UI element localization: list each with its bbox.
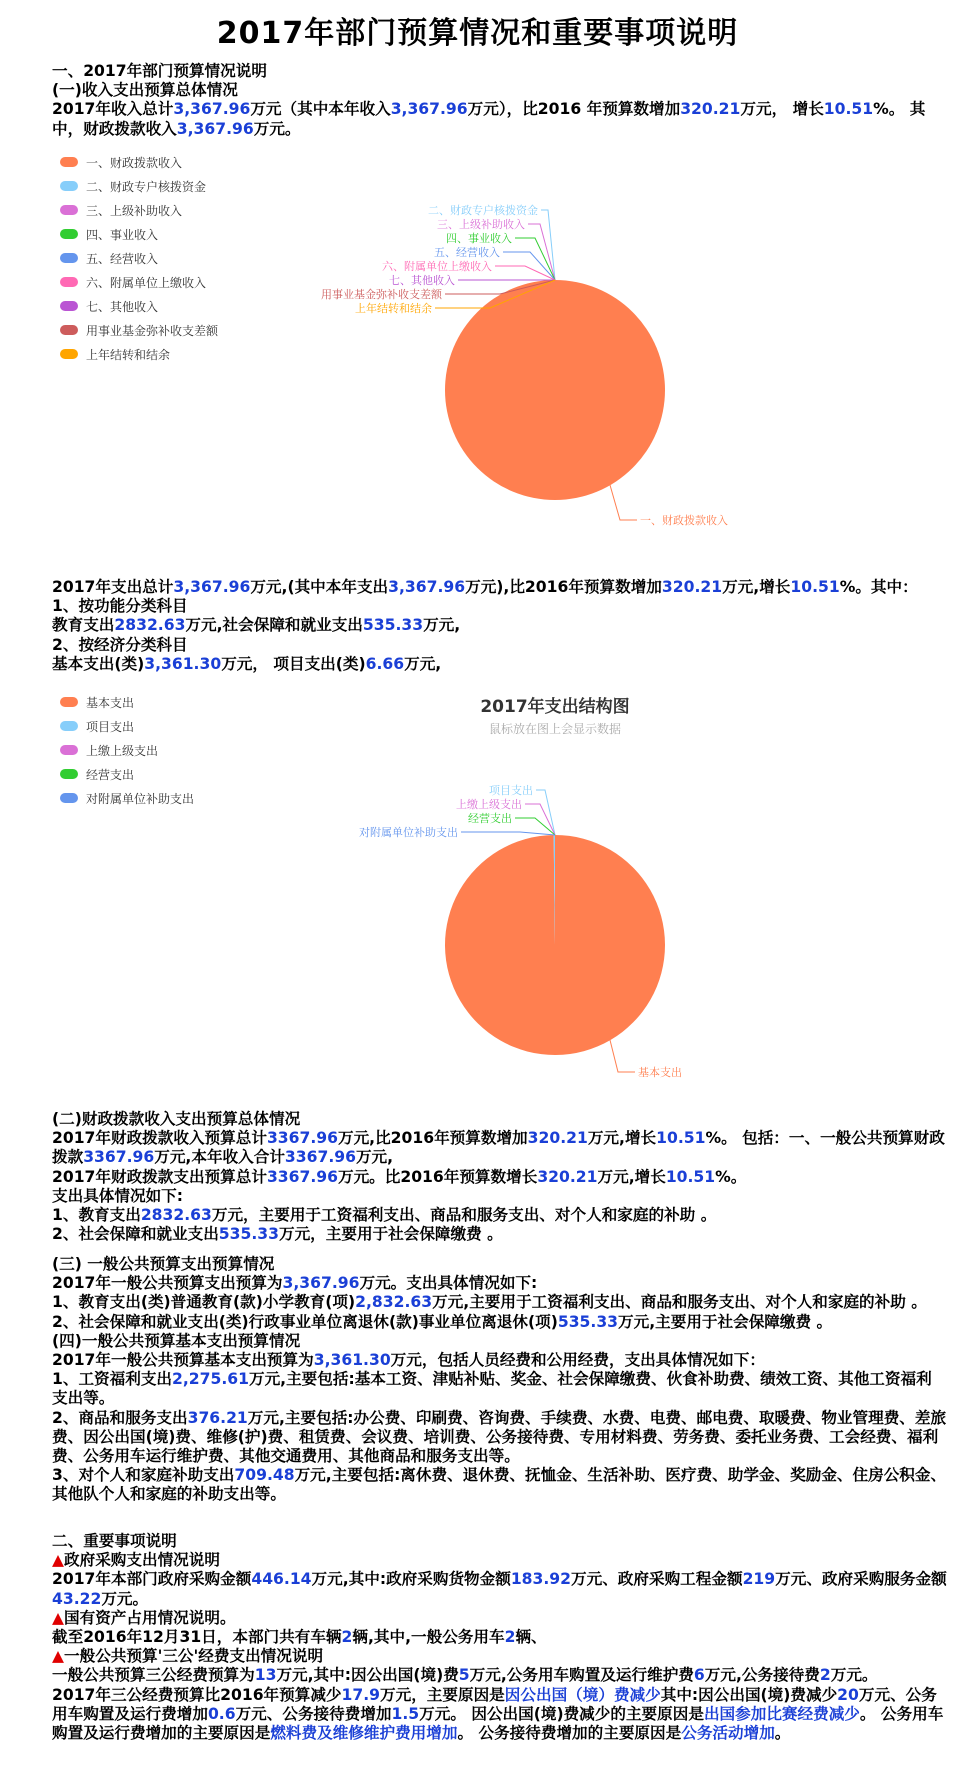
household-subsidy-item: 3、对个人和家庭补助支出709.48万元,主要包括:离休费、退休费、抚恤金、生活补助、医疗费、助学金、奖励金、住房公积金、其他队个人和家庭的补助支出等。 bbox=[52, 1466, 947, 1504]
pie-label-line bbox=[610, 1040, 635, 1072]
legend-label: 对附属单位补助支出 bbox=[86, 791, 195, 806]
legend-label: 用事业基金弥补收支差额 bbox=[86, 323, 219, 338]
functional-classification-heading: 1、按功能分类科目 bbox=[52, 597, 188, 616]
pie-slice-label: 对附属单位补助支出 bbox=[359, 826, 458, 839]
heading-income-expense: (一)收入支出预算总体情况 bbox=[52, 81, 238, 100]
economic-classification-detail: 基本支出(类)3,361.30万元， 项目支出(类)6.66万元, bbox=[52, 654, 442, 673]
section-important-matters bbox=[52, 1532, 947, 1743]
pie-slice-label: 三、上级补助收入 bbox=[437, 218, 525, 231]
heading-three-public-expenses: ▲一般公共预算'三公'经费支出情况说明 bbox=[52, 1647, 324, 1666]
legend-label: 上缴上级支出 bbox=[86, 743, 159, 758]
legend-label: 四、事业收入 bbox=[86, 227, 159, 242]
red-triangle-icon: ▲ bbox=[52, 1647, 64, 1666]
pie-label-line bbox=[541, 210, 555, 280]
section-income-overview bbox=[52, 62, 947, 139]
expense-detail-intro: 支出具体情况如下: bbox=[52, 1186, 183, 1205]
pie-label-line bbox=[525, 804, 555, 835]
legend-label: 经营支出 bbox=[86, 767, 135, 782]
pie-slice-label: 用事业基金弥补收支差额 bbox=[321, 288, 442, 301]
income-pie-svg[interactable] bbox=[0, 150, 955, 540]
economic-classification-heading: 2、按经济分类科目 bbox=[52, 635, 188, 654]
pie-slice-label: 上缴上级支出 bbox=[456, 798, 522, 811]
section-expense-overview bbox=[52, 578, 947, 674]
salary-welfare-item: 1、工资福利支出2,275.61万元,主要包括:基本工资、津贴补贴、奖金、社会保障缴费、伙食补助费、绩效工资、其他工资福利支出等。 bbox=[52, 1370, 932, 1408]
legend-label: 七、其他收入 bbox=[86, 299, 159, 314]
legend-label: 基本支出 bbox=[86, 695, 135, 710]
state-assets-paragraph: 截至2016年12月31日，本部门共有车辆2辆,其中,一般公务用车2辆、 bbox=[52, 1628, 547, 1647]
legend-label: 上年结转和结余 bbox=[86, 347, 171, 362]
page-title: 2017年部门预算情况和重要事项说明 bbox=[216, 16, 739, 51]
expense-chart-title: 2017年支出结构图 bbox=[480, 697, 630, 717]
heading-budget-overview: 一、2017年部门预算情况说明 bbox=[52, 62, 267, 80]
legend-label: 二、财政专户核拨资金 bbox=[86, 179, 207, 194]
pie-slice-label: 二、财政专户核拨资金 bbox=[428, 204, 538, 217]
red-triangle-icon: ▲ bbox=[52, 1608, 64, 1627]
expense-pie-svg[interactable] bbox=[0, 690, 955, 1080]
heading-important-matters: 二、重要事项说明 bbox=[52, 1532, 177, 1550]
section-general-public-budget bbox=[52, 1255, 947, 1505]
social-security-expense-item: 2、社会保障和就业支出535.33万元，主要用于社会保障缴费 。 bbox=[52, 1225, 503, 1244]
heading-state-assets: ▲国有资产占用情况说明。 bbox=[52, 1608, 236, 1627]
pie-label-line bbox=[461, 832, 555, 835]
expense-pie-chart[interactable] bbox=[0, 690, 955, 1080]
pie-slice-label: 上年结转和结余 bbox=[355, 302, 432, 315]
fiscal-income-paragraph: 2017年财政拨款收入预算总计3367.96万元,比2016年预算数增加320.21万元,增长10.51%。 包括：一、一般公共预算财政拨款3367.96万元,本年收入合计3367.96万元, bbox=[52, 1129, 945, 1167]
income-summary-paragraph: 2017年收入总计3,367.96万元（其中本年收入3,367.96万元），比2016 年预算数增加320.21万元， 增长10.51%。 其中，财政拨款收入3,367.96万元。 bbox=[52, 100, 926, 138]
heading-fiscal-appropriation: (二)财政拨款收入支出预算总体情况 bbox=[52, 1110, 301, 1128]
expense-summary-paragraph: 2017年支出总计3,367.96万元,(其中本年支出3,367.96万元),比2016年预算数增加320.21万元,增长10.51%。其中： bbox=[52, 578, 918, 596]
heading-general-public-expense: (三) 一般公共预算支出预算情况 bbox=[52, 1255, 275, 1273]
pie-slice-label: 五、经营收入 bbox=[434, 246, 500, 259]
pie-slice-label: 六、附属单位上缴收入 bbox=[382, 260, 492, 273]
pie-label-line bbox=[495, 266, 555, 280]
heading-procurement: ▲政府采购支出情况说明 bbox=[52, 1551, 220, 1570]
general-public-expense-summary: 2017年一般公共预算支出预算为3,367.96万元。支出具体情况如下: bbox=[52, 1274, 538, 1293]
pie-slice-label: 四、事业收入 bbox=[446, 232, 512, 245]
pie-slice-label: 项目支出 bbox=[489, 784, 533, 797]
general-education-item: 1、教育支出(类)普通教育(款)小学教育(项)2,832.63万元,主要用于工资福利支出、商品和服务支出、对个人和家庭的补助 。 bbox=[52, 1293, 927, 1312]
expense-chart-subtitle: 鼠标放在图上会显示数据 bbox=[488, 722, 622, 736]
pie-slice-label: 经营支出 bbox=[468, 812, 512, 825]
income-pie-chart[interactable] bbox=[0, 150, 955, 540]
legend-label: 六、附属单位上缴收入 bbox=[86, 275, 207, 290]
education-expense-item: 1、教育支出2832.63万元，主要用于工资福利支出、商品和服务支出、对个人和家庭的补助 。 bbox=[52, 1206, 717, 1225]
pie-slice[interactable] bbox=[445, 280, 665, 500]
section-fiscal-appropriation bbox=[52, 1110, 947, 1244]
red-triangle-icon: ▲ bbox=[52, 1551, 64, 1570]
pie-label-line bbox=[610, 485, 637, 520]
basic-expense-summary: 2017年一般公共预算基本支出预算为3,361.30万元，包括人员经费和公用经费，支出具体情况如下： bbox=[52, 1351, 765, 1370]
pie-slice-label: 基本支出 bbox=[638, 1066, 682, 1079]
three-public-budget-paragraph: 一般公共预算三公经费预算为13万元,其中:因公出国(境)费5万元,公务用车购置及运行维护费6万元,公务接待费2万元。 bbox=[52, 1666, 878, 1685]
heading-basic-expense: (四)一般公共预算基本支出预算情况 bbox=[52, 1331, 301, 1350]
procurement-paragraph: 2017年本部门政府采购金额446.14万元,其中:政府采购货物金额183.92万元、政府采购工程金额219万元、政府采购服务金额43.22万元。 bbox=[52, 1570, 947, 1608]
goods-services-item: 2、商品和服务支出376.21万元,主要包括:办公费、印刷费、咨询费、手续费、水费、电费、邮电费、取暖费、物业管理费、差旅费、因公出国(境)费、维修(护)费、租赁费、会议费、培训费、公务接待费、专用材料费、劳务费、委托业务费、工会经费、福利费、公务用车运行维护费、其他交通费用、其他商品和服务支出等。 bbox=[52, 1408, 947, 1466]
legend-label: 项目支出 bbox=[86, 719, 135, 734]
general-social-security-item: 2、社会保障和就业支出(类)行政事业单位离退休(款)事业单位离退休(项)535.33万元,主要用于社会保障缴费 。 bbox=[52, 1312, 833, 1331]
legend-label: 一、财政拨款收入 bbox=[86, 155, 183, 170]
fiscal-expense-paragraph: 2017年财政拨款支出预算总计3367.96万元。比2016年预算数增长320.21万元,增长10.51%。 bbox=[52, 1167, 747, 1186]
functional-classification-detail: 教育支出2832.63万元,社会保障和就业支出535.33万元, bbox=[52, 616, 461, 635]
three-public-change-paragraph: 2017年三公经费预算比2016年预算减少17.9万元，主要原因是因公出国（境）费减少其中:因公出国(境)费减少20万元、公务用车购置及运行费增加0.6万元、公务接待费增加1.5万元。 因公出国(境)费减少的主要原因是出国参加比赛经费减少。 公务用车购置及运行费增加的主要原因是燃料费及维修维护费用增加。 公务接待费增加的主要原因是公务活动增加。 bbox=[52, 1685, 944, 1743]
pie-slice-label: 七、其他收入 bbox=[389, 274, 455, 287]
pie-slice-label: 一、财政拨款收入 bbox=[640, 514, 728, 527]
legend-label: 三、上级补助收入 bbox=[86, 203, 183, 218]
legend-label: 五、经营收入 bbox=[86, 251, 159, 266]
